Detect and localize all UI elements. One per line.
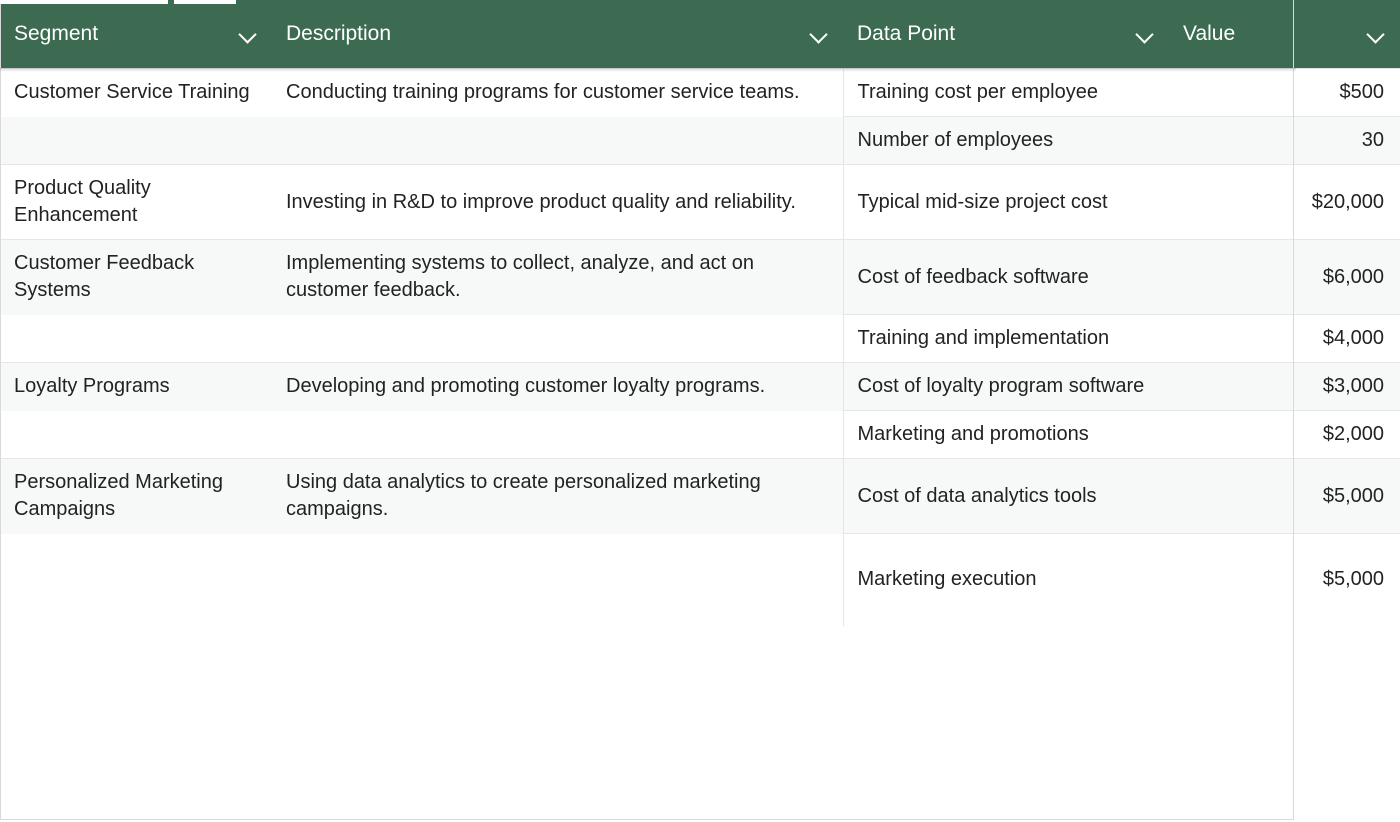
cell-segment xyxy=(0,534,272,626)
cell-description: Implementing systems to collect, analyze, and act on customer feedback. xyxy=(272,240,843,315)
cell-segment: Personalized Marketing Campaigns xyxy=(0,459,272,534)
cell-value: $20,000 xyxy=(1169,165,1400,240)
cell-value: $3,000 xyxy=(1169,363,1400,411)
cell-segment: Customer Feedback Systems xyxy=(0,240,272,315)
table-row[interactable] xyxy=(0,534,1400,626)
cell-data-point: Number of employees xyxy=(843,117,1169,165)
table-row[interactable] xyxy=(0,411,1400,459)
cell-segment: Customer Service Training xyxy=(0,69,272,117)
cell-segment xyxy=(0,411,272,459)
cell-description xyxy=(272,315,843,363)
table-row[interactable] xyxy=(0,315,1400,363)
column-header-description[interactable] xyxy=(272,0,843,69)
header-tab-mark-2 xyxy=(174,0,236,4)
cell-value: $4,000 xyxy=(1169,315,1400,363)
cell-segment xyxy=(0,315,272,363)
cell-data-point: Training cost per employee xyxy=(843,69,1169,117)
table-row[interactable] xyxy=(0,165,1400,240)
cell-value: $6,000 xyxy=(1169,240,1400,315)
header-tab-marks xyxy=(0,0,240,5)
table-row[interactable] xyxy=(0,459,1400,534)
cell-value: $2,000 xyxy=(1169,411,1400,459)
cell-data-point: Marketing and promotions xyxy=(843,411,1169,459)
cell-description: Using data analytics to create personalized marketing campaigns. xyxy=(272,459,843,534)
cell-description: Conducting training programs for customer service teams. xyxy=(272,69,843,117)
header-tab-mark-1 xyxy=(0,0,168,4)
cell-description: Investing in R&D to improve product quality and reliability. xyxy=(272,165,843,240)
table-row[interactable] xyxy=(0,117,1400,165)
cell-segment: Loyalty Programs xyxy=(0,363,272,411)
cell-description xyxy=(272,117,843,165)
cell-data-point: Cost of feedback software xyxy=(843,240,1169,315)
cell-segment xyxy=(0,117,272,165)
column-header-value-label: Value xyxy=(1183,22,1236,45)
cell-description xyxy=(272,534,843,626)
table-header-row xyxy=(0,0,1400,69)
table-row[interactable] xyxy=(0,363,1400,411)
chevron-down-icon[interactable] xyxy=(809,23,831,45)
column-header-segment[interactable] xyxy=(0,0,272,69)
table-row[interactable] xyxy=(0,240,1400,315)
cell-data-point: Marketing execution xyxy=(843,534,1169,626)
table-header xyxy=(0,0,1400,69)
cell-value: $500 xyxy=(1169,69,1400,117)
column-header-data-point-label: Data Point xyxy=(857,22,956,45)
column-header-value[interactable] xyxy=(1169,0,1400,69)
chevron-down-icon[interactable] xyxy=(1366,23,1388,45)
cell-description xyxy=(272,411,843,459)
chevron-down-icon[interactable] xyxy=(238,23,260,45)
cell-data-point: Training and implementation xyxy=(843,315,1169,363)
column-header-data-point[interactable] xyxy=(843,0,1169,69)
cell-description: Developing and promoting customer loyalty programs. xyxy=(272,363,843,411)
cell-data-point: Typical mid-size project cost xyxy=(843,165,1169,240)
cell-segment: Product Quality Enhancement xyxy=(0,165,272,240)
table-row[interactable] xyxy=(0,69,1400,117)
table-body xyxy=(0,69,1400,626)
cell-value: 30 xyxy=(1169,117,1400,165)
column-header-description-label: Description xyxy=(286,22,392,45)
cell-data-point: Cost of loyalty program software xyxy=(843,363,1169,411)
column-header-segment-label: Segment xyxy=(14,22,99,45)
cell-value: $5,000 xyxy=(1169,459,1400,534)
cell-data-point: Cost of data analytics tools xyxy=(843,459,1169,534)
cell-value: $5,000 xyxy=(1169,534,1400,626)
chevron-down-icon[interactable] xyxy=(1135,23,1157,45)
